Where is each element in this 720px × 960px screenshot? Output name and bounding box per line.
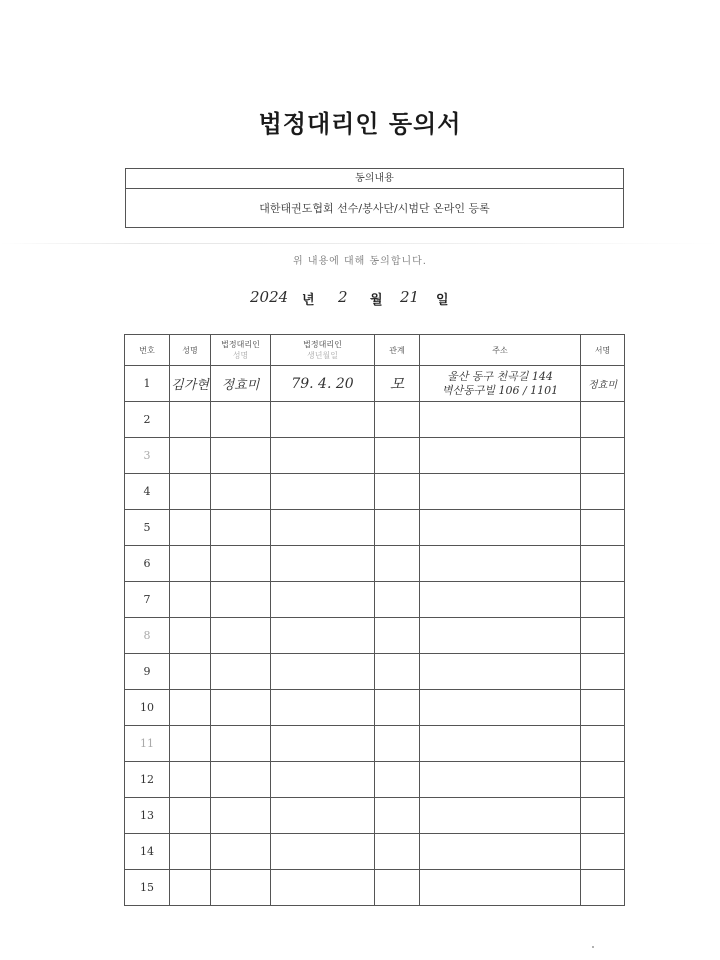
date-month-label: 월 [370,293,383,308]
row-address [420,762,581,798]
table-row [125,402,625,438]
table-row [125,798,625,834]
row-address [420,582,581,618]
row-address [420,402,581,438]
row-signature [581,618,625,654]
row-guardian-name [211,762,271,798]
row-guardian-name [211,870,271,906]
row-relation [375,438,420,474]
row-name [170,726,211,762]
date-year-value: 2024 [250,288,289,306]
row-guardian-birth [271,870,375,906]
table-row [125,510,625,546]
row-relation [375,726,420,762]
row-signature: 정효미 [581,366,625,402]
row-address [420,366,581,402]
row-signature [581,402,625,438]
row-guardian-birth [271,690,375,726]
row-guardian-birth [271,402,375,438]
row-signature [581,474,625,510]
row-signature [581,654,625,690]
row-address [420,474,581,510]
row-relation [375,582,420,618]
row-guardian-birth [271,474,375,510]
header-guardian-birth-sub: 생년월일 [307,351,338,360]
row-guardian-name [211,798,271,834]
table-row [125,762,625,798]
header-name: 성명 [170,335,211,366]
date-year-label: 년 [302,293,315,308]
row-guardian-name [211,582,271,618]
row-address [420,690,581,726]
table-row [125,366,625,402]
row-address [420,798,581,834]
row-signature [581,798,625,834]
row-relation [375,654,420,690]
row-number: 1 [125,366,170,402]
row-relation [375,510,420,546]
row-number: 7 [125,582,170,618]
header-guardian-birth [271,335,375,366]
row-guardian-birth [271,762,375,798]
row-guardian-name [211,834,271,870]
row-name: 김가현 [170,366,211,402]
row-guardian-birth [271,726,375,762]
row-name [170,870,211,906]
table-row [125,582,625,618]
scan-artifact-line [0,243,720,244]
row-name [170,834,211,870]
row-address [420,510,581,546]
row-guardian-birth [271,654,375,690]
row-address-line1: 울산 동구 천곡길 144 [447,369,553,383]
header-signature: 서명 [581,335,625,366]
table-header-row [125,335,625,366]
table-row [125,870,625,906]
row-address [420,834,581,870]
row-number: 5 [125,510,170,546]
table-row [125,834,625,870]
row-guardian-name [211,654,271,690]
row-signature [581,690,625,726]
row-name [170,402,211,438]
row-number: 8 [125,618,170,654]
table-row [125,546,625,582]
table-row [125,654,625,690]
row-signature [581,546,625,582]
row-guardian-name [211,402,271,438]
row-number: 12 [125,762,170,798]
row-number: 2 [125,402,170,438]
row-guardian-birth [271,582,375,618]
row-guardian-name [211,618,271,654]
row-guardian-birth: 79. 4. 20 [271,366,375,402]
header-guardian-name-top: 법정대리인 [221,340,260,349]
header-relation: 관계 [375,335,420,366]
row-number: 13 [125,798,170,834]
row-guardian-name [211,510,271,546]
date-day-value: 21 [400,288,420,306]
consent-content-box [125,168,624,228]
page-title: 법정대리인 동의서 [258,110,462,138]
row-name [170,474,211,510]
table-row [125,438,625,474]
row-signature [581,582,625,618]
row-relation [375,834,420,870]
row-guardian-birth [271,618,375,654]
row-guardian-birth [271,834,375,870]
row-guardian-name [211,726,271,762]
row-number: 4 [125,474,170,510]
row-address [420,618,581,654]
row-guardian-birth [271,798,375,834]
scan-speck [592,946,594,948]
row-signature [581,510,625,546]
row-signature [581,762,625,798]
row-name [170,510,211,546]
table-row [125,474,625,510]
row-number: 3 [125,438,170,474]
row-guardian-birth [271,546,375,582]
row-signature [581,870,625,906]
table-row [125,726,625,762]
guardian-consent-table [124,334,625,906]
row-guardian-name [211,546,271,582]
row-name [170,546,211,582]
row-name [170,618,211,654]
row-address [420,870,581,906]
row-signature [581,726,625,762]
row-guardian-name [211,474,271,510]
row-name [170,690,211,726]
row-relation [375,870,420,906]
row-address [420,726,581,762]
row-number: 11 [125,726,170,762]
row-number: 9 [125,654,170,690]
row-relation [375,618,420,654]
row-number: 15 [125,870,170,906]
date-day-label: 일 [436,293,449,308]
row-signature [581,834,625,870]
row-relation [375,474,420,510]
consent-content-text: 대한태권도협회 선수/봉사단/시범단 온라인 등록 [259,202,490,215]
row-number: 14 [125,834,170,870]
header-address: 주소 [420,335,581,366]
agreement-statement: 위 내용에 대해 동의합니다. [293,256,427,267]
header-guardian-name [211,335,271,366]
row-relation [375,762,420,798]
row-relation: 모 [375,366,420,402]
row-address [420,654,581,690]
row-name [170,582,211,618]
row-guardian-name: 정효미 [211,366,271,402]
row-number: 6 [125,546,170,582]
table-row [125,618,625,654]
date-month-value: 2 [338,288,348,306]
row-name [170,798,211,834]
row-relation [375,546,420,582]
row-guardian-birth [271,510,375,546]
header-number: 번호 [125,335,170,366]
header-guardian-name-sub: 성명 [232,351,249,360]
row-guardian-name [211,690,271,726]
row-name [170,438,211,474]
consent-content-header: 동의내용 [126,169,623,189]
row-relation [375,798,420,834]
row-guardian-name [211,438,271,474]
row-address-line2: 벽산동구빌 106 / 1101 [441,383,559,397]
row-relation [375,690,420,726]
row-name [170,762,211,798]
row-number: 10 [125,690,170,726]
row-address [420,546,581,582]
row-guardian-birth [271,438,375,474]
row-name [170,654,211,690]
table-row [125,690,625,726]
header-guardian-birth-top: 법정대리인 [303,340,342,349]
row-signature [581,438,625,474]
row-relation [375,402,420,438]
row-address [420,438,581,474]
